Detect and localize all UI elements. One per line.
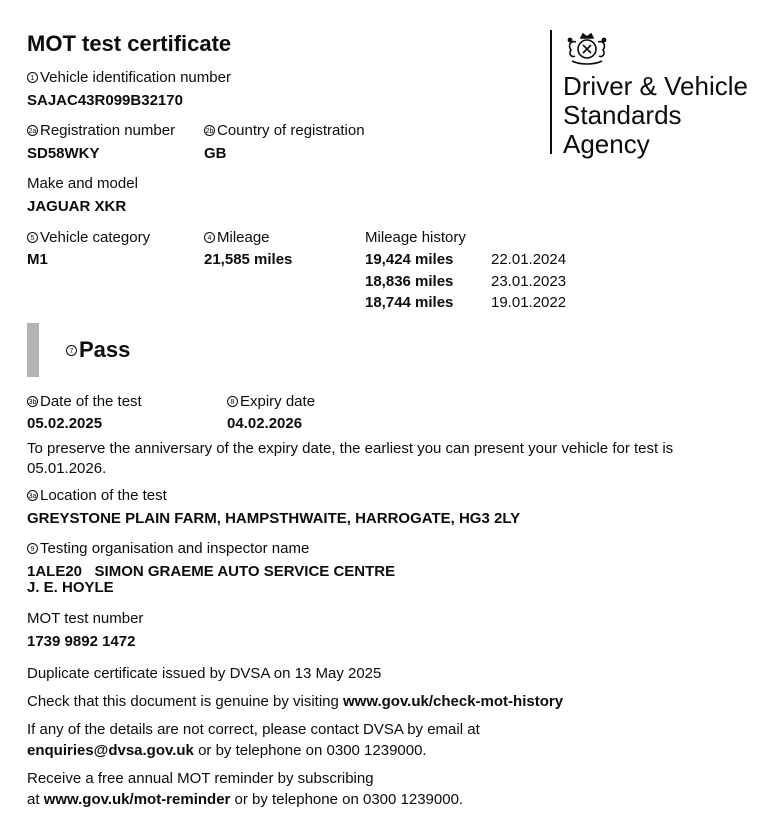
country-value: GB <box>204 145 227 162</box>
country-label: 2b Country of registration <box>205 122 365 139</box>
contact-line2: enquiries@dvsa.gov.uk or by telephone on 0300 1239000. <box>27 742 427 759</box>
vin-label: 1 Vehicle identification number <box>27 69 231 87</box>
field-number-badge: 3a <box>27 490 38 501</box>
agency-name-line1: Driver & Vehicle <box>563 71 748 101</box>
field-number-badge: 2a <box>27 125 38 136</box>
agency-name-line3: Agency <box>563 129 650 159</box>
mileage-history-label: Mileage history <box>365 229 466 246</box>
contact-line1: If any of the details are not correct, please contact DVSA by email at <box>27 721 480 738</box>
genuine-check-note: Check that this document is genuine by visiting www.gov.uk/check-mot-history <box>27 693 564 710</box>
mileage-label: 4 Mileage <box>204 229 270 247</box>
category-label: 5 Vehicle category <box>27 229 150 247</box>
location-label: 3a Location of the test <box>28 487 167 504</box>
field-number-badge: 8 <box>227 396 238 407</box>
vin-value: SAJAC43R099B32170 <box>27 92 183 109</box>
royal-coat-of-arms-icon <box>562 28 612 68</box>
anniversary-note: To preserve the anniversary of the expiry date, the earliest you can present your vehicle for test is 05.01.2026. <box>27 440 674 477</box>
mot-reminder-link[interactable]: www.gov.uk/mot-reminder <box>43 791 231 808</box>
mileage-history-date: 22.01.2024 <box>491 251 567 268</box>
result-bar <box>27 323 39 377</box>
organisation-code: 1ALE20 <box>27 563 83 580</box>
organisation-name: SIMON GRAEME AUTO SERVICE CENTRE <box>94 563 396 580</box>
registration-label: 2a Registration number <box>28 122 176 139</box>
mileage-history-miles: 18,744 miles <box>365 294 454 311</box>
test-number-label: MOT test number <box>27 610 144 627</box>
expiry-value: 04.02.2026 <box>227 415 303 432</box>
expiry-label: 8 Expiry date <box>227 393 315 411</box>
field-number-badge: 2b <box>204 125 215 136</box>
mileage-value: 21,585 miles <box>204 251 293 268</box>
reminder-line2: at www.gov.uk/mot-reminder or by telephone on 0300 1239000. <box>27 791 464 808</box>
inspector-name: J. E. HOYLE <box>27 579 114 596</box>
mileage-history-date: 19.01.2022 <box>491 294 567 311</box>
certificate-title: MOT test certificate <box>27 31 232 56</box>
logo-divider <box>550 30 552 154</box>
make-model-value: JAGUAR XKR <box>27 198 127 215</box>
mileage-history-miles: 18,836 miles <box>365 273 454 290</box>
field-number-badge: 3b <box>27 396 38 407</box>
contact-email-link[interactable]: enquiries@dvsa.gov.uk <box>27 742 194 759</box>
mileage-history-miles: 19,424 miles <box>365 251 454 268</box>
check-mot-history-link[interactable]: www.gov.uk/check-mot-history <box>343 693 564 710</box>
field-number-badge: 4 <box>204 232 215 243</box>
mileage-history-date: 23.01.2023 <box>491 273 567 290</box>
reminder-line1: Receive a free annual MOT reminder by subscribing <box>27 770 374 787</box>
test-date-label: 3b Date of the test <box>28 393 142 410</box>
test-result: 7 Pass <box>66 337 130 363</box>
field-number-badge: 5 <box>27 232 38 243</box>
test-date-value: 05.02.2025 <box>27 415 103 432</box>
test-number-value: 1739 9892 1472 <box>27 633 136 650</box>
field-number-badge: 1 <box>27 72 38 83</box>
location-value: GREYSTONE PLAIN FARM, HAMPSTHWAITE, HARROGATE, HG3 2LY <box>27 510 521 527</box>
make-model-label: Make and model <box>27 175 138 192</box>
organisation-label: 9 Testing organisation and inspector name <box>27 540 309 558</box>
registration-value: SD58WKY <box>27 145 100 162</box>
agency-name-line2: Standards <box>563 100 682 130</box>
field-number-badge: 9 <box>27 543 38 554</box>
duplicate-note: Duplicate certificate issued by DVSA on 13 May 2025 <box>27 665 382 682</box>
category-value: M1 <box>27 251 48 268</box>
field-number-badge: 7 <box>66 345 77 356</box>
